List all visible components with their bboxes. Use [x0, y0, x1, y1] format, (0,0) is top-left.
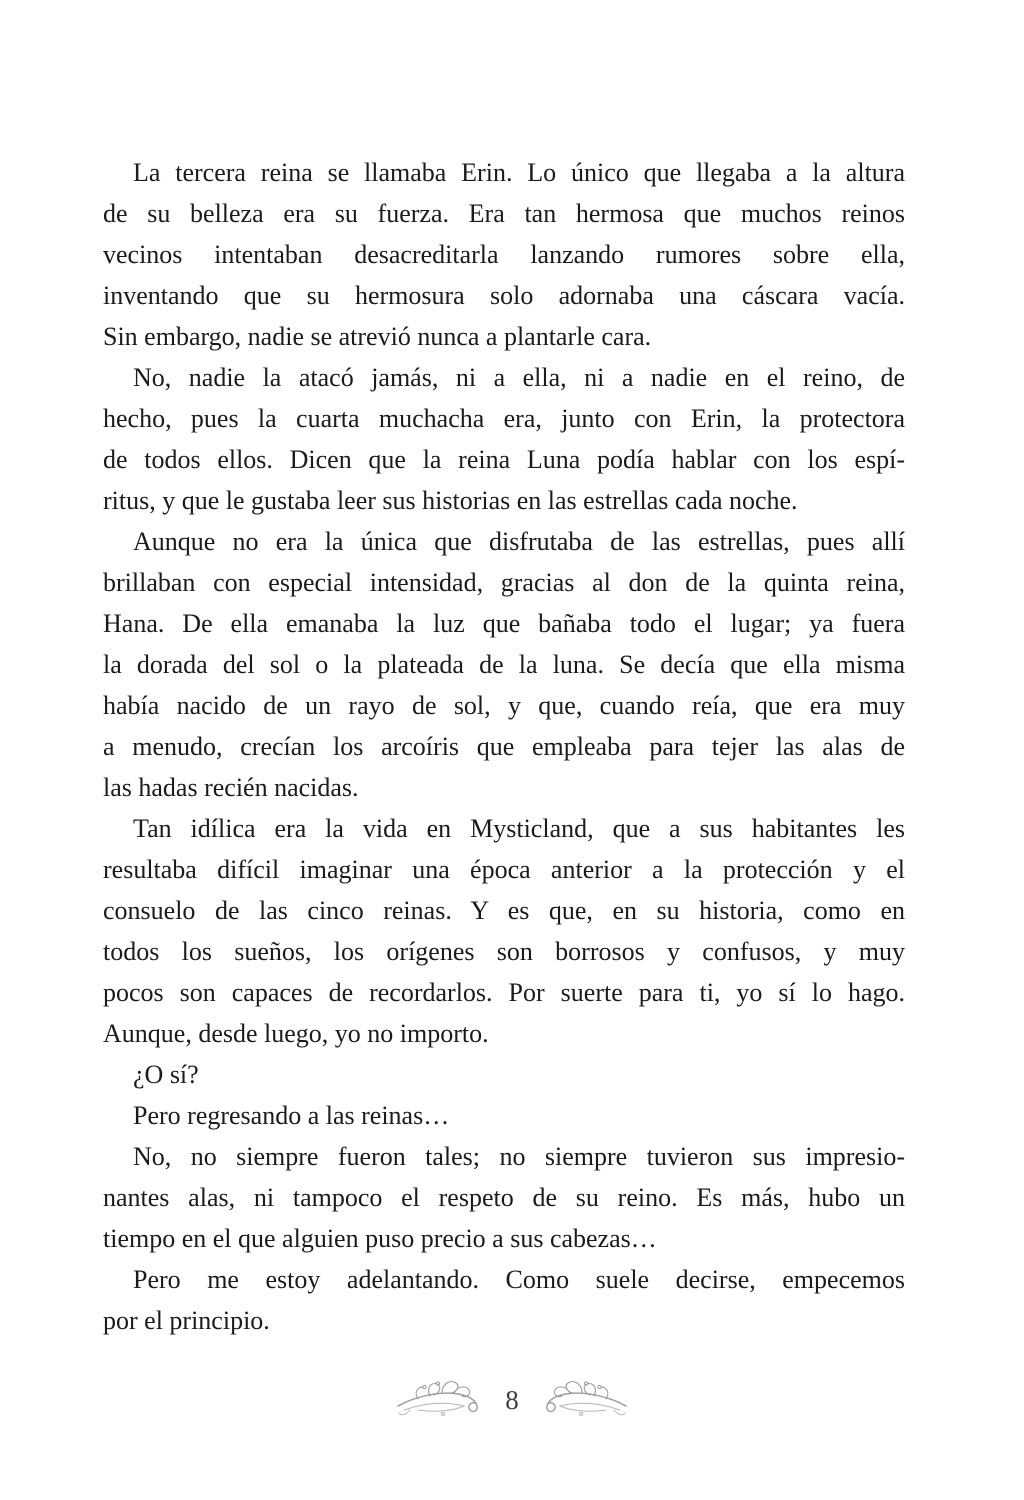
paragraph	[103, 1259, 905, 1341]
text-line: La tercera reina se llamaba Erin. Lo único que llegaba a la altura	[133, 158, 905, 187]
paragraph	[103, 521, 905, 808]
paragraph	[103, 808, 905, 1054]
paragraph	[103, 1054, 905, 1095]
text-line: vecinos intentaban desacreditarla lanzando rumores sobre ella,	[103, 240, 905, 269]
flourish-left-icon	[396, 1379, 491, 1421]
text-line: por el principio.	[103, 1306, 270, 1335]
text-line: Pero regresando a las reinas…	[133, 1101, 450, 1130]
text-line: todos los sueños, los orígenes son borrosos y confusos, y muy	[103, 937, 905, 966]
flourish-right-icon	[533, 1379, 628, 1421]
text-line: consuelo de las cinco reinas. Y es que, en su historia, como en	[103, 896, 905, 925]
text-line: pocos son capaces de recordarlos. Por suerte para ti, yo sí lo hago.	[103, 978, 905, 1007]
text-line: Hana. De ella emanaba la luz que bañaba todo el lugar; ya fuera	[103, 609, 905, 638]
text-line: nantes alas, ni tampoco el respeto de su reino. Es más, hubo un	[103, 1183, 905, 1212]
text-line: ¿O sí?	[133, 1060, 199, 1089]
text-line: inventando que su hermosura solo adornaba una cáscara vacía.	[103, 281, 905, 310]
text-line: Tan idílica era la vida en Mysticland, que a sus habitantes les	[133, 814, 905, 843]
text-line: había nacido de un rayo de sol, y que, cuando reía, que era muy	[103, 691, 905, 720]
paragraph	[103, 1095, 905, 1136]
text-line: resultaba difícil imaginar una época anterior a la protección y el	[103, 855, 905, 884]
text-line: a menudo, crecían los arcoíris que empleaba para tejer las alas de	[103, 732, 905, 761]
text-line: de todos ellos. Dicen que la reina Luna podía hablar con los espí-	[103, 445, 905, 474]
text-line: ritus, y que le gustaba leer sus historias en las estrellas cada noche.	[103, 486, 798, 515]
text-line: hecho, pues la cuarta muchacha era, junto con Erin, la protectora	[103, 404, 905, 433]
paragraph	[103, 1136, 905, 1259]
paragraph	[103, 152, 905, 357]
text-line: brillaban con especial intensidad, gracias al don de la quinta reina,	[103, 568, 905, 597]
text-line: tiempo en el que alguien puso precio a sus cabezas…	[103, 1224, 657, 1253]
text-line: de su belleza era su fuerza. Era tan hermosa que muchos reinos	[103, 199, 905, 228]
text-line: Pero me estoy adelantando. Como suele decirse, empecemos	[133, 1265, 905, 1294]
text-line: Aunque no era la única que disfrutaba de las estrellas, pues allí	[133, 527, 905, 556]
page-number: 8	[505, 1384, 519, 1415]
text-line: No, no siempre fueron tales; no siempre tuvieron sus impresio-	[133, 1142, 905, 1171]
text-line: Aunque, desde luego, yo no importo.	[103, 1019, 489, 1048]
page-footer	[0, 1376, 1024, 1424]
text-line: las hadas recién nacidas.	[103, 773, 359, 802]
page-text	[103, 152, 905, 1341]
text-line: la dorada del sol o la plateada de la luna. Se decía que ella misma	[103, 650, 905, 679]
text-line: Sin embargo, nadie se atrevió nunca a plantarle cara.	[103, 322, 652, 351]
text-line: No, nadie la atacó jamás, ni a ella, ni a nadie en el reino, de	[133, 363, 905, 392]
paragraph	[103, 357, 905, 521]
